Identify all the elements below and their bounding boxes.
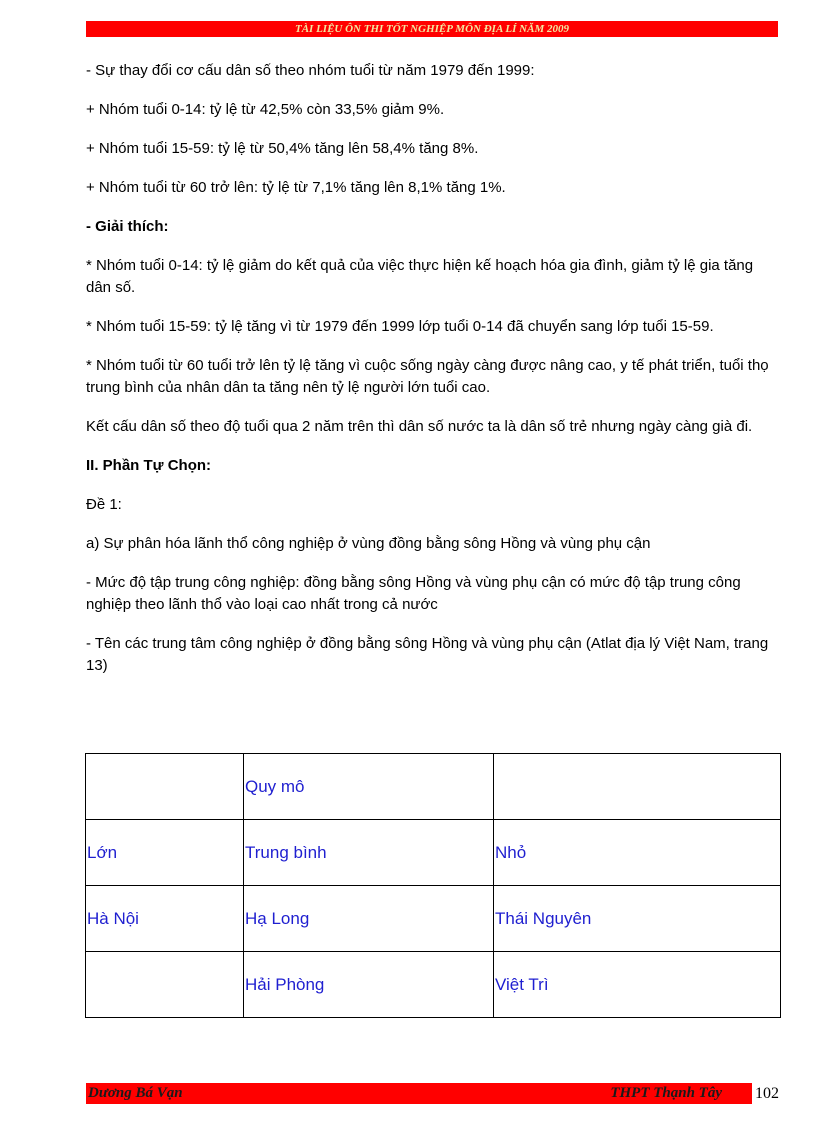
paragraph: - Mức độ tập trung công nghiệp: đồng bằng sông Hồng và vùng phụ cận có mức độ tập trung công nghiệp theo lãnh thổ vào loại cao nhất trong cả nước: [86, 574, 741, 613]
paragraph: Đề 1:: [86, 496, 122, 513]
table-row: [86, 952, 781, 1018]
paragraph: + Nhóm tuổi từ 60 trở lên: tỷ lệ từ 7,1% tăng lên 8,1% tăng 1%.: [86, 179, 506, 196]
page-number: 102: [755, 1085, 779, 1102]
paragraph: * Nhóm tuổi 0-14: tỷ lệ giảm do kết quả của việc thực hiện kế hoạch hóa gia đình, giảm tỷ lệ gia tăng dân số.: [86, 257, 754, 296]
table-cell: Lớn: [86, 820, 244, 886]
footer-author: Dương Bá Vạn: [88, 1085, 183, 1101]
industrial-centers-table: [85, 753, 781, 1018]
table-cell: Trung bình: [244, 820, 494, 886]
document-title: TÀI LIỆU ÔN THI TỐT NGHIỆP MÔN ĐỊA LÍ NĂM 2009: [294, 23, 569, 35]
table-row: [86, 886, 781, 952]
table-cell: Việt Trì: [494, 952, 781, 1018]
section-heading: - Giải thích:: [86, 218, 169, 235]
paragraph: * Nhóm tuổi 15-59: tỷ lệ tăng vì từ 1979 đến 1999 lớp tuổi 0-14 đã chuyển sang lớp tuổi 15-59.: [86, 318, 714, 335]
paragraph: * Nhóm tuổi từ 60 tuổi trở lên tỷ lệ tăng vì cuộc sống ngày càng được nâng cao, y tế phát triển, tuổi thọ trung bình của nhân dân ta tăng nên tỷ lệ người lớn tuổi cao.: [86, 357, 769, 396]
paragraph: Kết cấu dân số theo độ tuổi qua 2 năm trên thì dân số nước ta là dân số trẻ nhưng ngày càng già đi.: [86, 418, 753, 435]
table-row: [86, 820, 781, 886]
table-cell: Nhỏ: [494, 820, 781, 886]
table-cell: Quy mô: [244, 754, 494, 820]
paragraph: - Tên các trung tâm công nghiệp ở đồng bằng sông Hồng và vùng phụ cận (Atlat địa lý Việt Nam, trang 13): [86, 635, 769, 674]
table-cell: Hà Nội: [86, 886, 244, 952]
document-body: [86, 60, 776, 694]
table-cell: Thái Nguyên: [494, 886, 781, 952]
table-cell: [494, 754, 781, 820]
table-row: [86, 754, 781, 820]
table-cell: [86, 754, 244, 820]
table-cell: Hạ Long: [244, 886, 494, 952]
section-heading: II. Phần Tự Chọn:: [86, 457, 212, 474]
paragraph: - Sự thay đổi cơ cấu dân số theo nhóm tuổi từ năm 1979 đến 1999:: [86, 62, 535, 79]
header-bar: [86, 21, 778, 37]
table-cell: [86, 952, 244, 1018]
paragraph: + Nhóm tuổi 0-14: tỷ lệ từ 42,5% còn 33,5% giảm 9%.: [86, 101, 445, 118]
paragraph: a) Sự phân hóa lãnh thổ công nghiệp ở vùng đồng bằng sông Hồng và vùng phụ cận: [86, 535, 651, 552]
footer-school: THPT Thạnh Tây: [610, 1085, 722, 1101]
paragraph: + Nhóm tuổi 15-59: tỷ lệ từ 50,4% tăng lên 58,4% tăng 8%.: [86, 140, 479, 157]
footer-bar: [86, 1083, 752, 1104]
table-cell: Hải Phòng: [244, 952, 494, 1018]
